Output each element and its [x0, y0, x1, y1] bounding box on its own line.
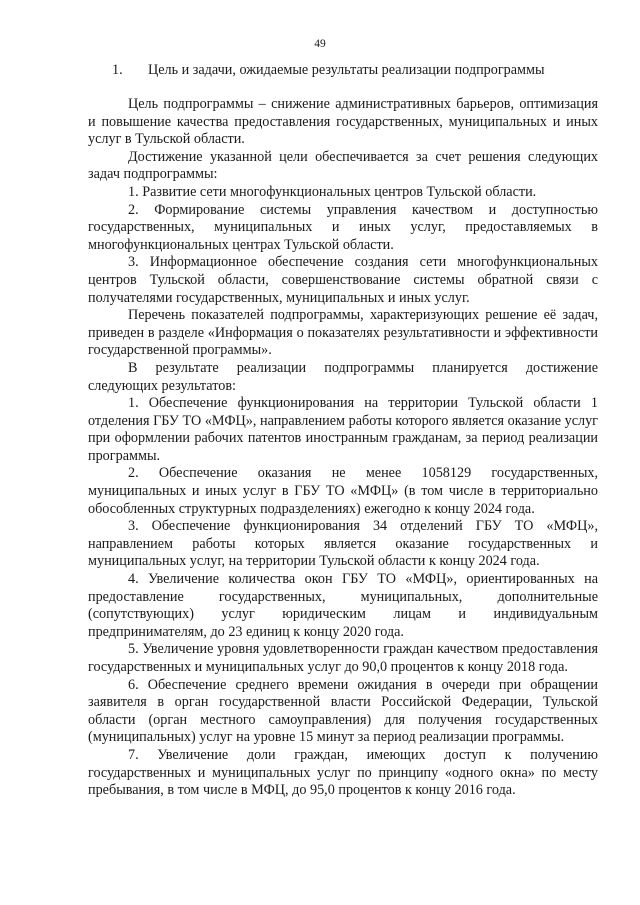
task-item-3: 3. Информационное обеспечение создания сети многофункциональных центров Тульской области, совершенствование системы обратной связи с получателями государственных, муниципальных и иных услуг. [88, 254, 598, 306]
result-item-3: 3. Обеспечение функционирования 34 отделений ГБУ ТО «МФЦ», направлением работы которых является оказание государственных и муниципальных услуг, на территории Тульской области к концу 2024 года. [88, 518, 598, 570]
section-body [88, 96, 598, 800]
paragraph-indicators: Перечень показателей подпрограммы, характеризующих решение её задач, приведен в разделе «Информация о показателях результативности и эффективности государственной программы». [88, 307, 598, 359]
task-item-1: 1. Развитие сети многофункциональных центров Тульской области. [128, 183, 537, 200]
page-number: 49 [314, 38, 326, 50]
section-heading-number: 1. [112, 62, 123, 78]
result-item-4: 4. Увеличение количества окон ГБУ ТО «МФЦ», ориентированных на предоставление государственных, муниципальных, дополнительные (сопутствующих) услуг юридическим лицам и индивидуальным предпринимателям, до 23 единиц к концу 2020 года. [88, 571, 598, 640]
result-item-7: 7. Увеличение доли граждан, имеющих доступ к получению государственных и муниципальных услуг по принципу «одного окна» по месту пребывания, в том числе в МФЦ, до 95,0 процентов к концу 2016 года. [88, 746, 598, 799]
result-item-6: 6. Обеспечение среднего времени ожидания в очереди при обращении заявителя в орган государственной власти Российской Федерации, Тульской области (орган местного самоуправления) для получения государственных (муниципальных) услуг на уровне 15 минут за период реализации программы. [88, 676, 598, 746]
paragraph-results-intro: В результате реализации подпрограммы планируется достижение следующих результатов: [88, 359, 598, 394]
result-item-1: 1. Обеспечение функционирования на территории Тульской области 1 отделения ГБУ ТО «МФЦ», направлением работы которого является оказание услуг при оформлении рабочих патентов иностранным гражданам, за период реализации программы. [88, 395, 598, 464]
result-item-5: 5. Увеличение уровня удовлетворенности граждан качеством предоставления государственных и муниципальных услуг до 90,0 процентов к концу 2018 года. [88, 641, 598, 675]
result-item-2: 2. Обеспечение оказания не менее 1058129 государственных, муниципальных и иных услуг в ГБУ ТО «МФЦ» (в том числе в территориально обособленных структурных подразделениях) ежегодно к концу 2024 года. [88, 465, 598, 517]
section-heading [112, 62, 602, 79]
paragraph-goal: Цель подпрограммы – снижение административных барьеров, оптимизация и повышение качества предоставления государственных, муниципальных и иных услуг в Тульской области. [88, 96, 598, 148]
paragraph-tasks-intro: Достижение указанной цели обеспечивается за счет решения следующих задач подпрограммы: [88, 148, 598, 183]
section-heading-text: Цель и задачи, ожидаемые результаты реализации подпрограммы [148, 62, 545, 78]
task-item-2: 2. Формирование системы управления качеством и доступностью государственных, муниципальных и иных услуг, предоставляемых в многофункциональных центрах Тульской области. [88, 201, 598, 253]
